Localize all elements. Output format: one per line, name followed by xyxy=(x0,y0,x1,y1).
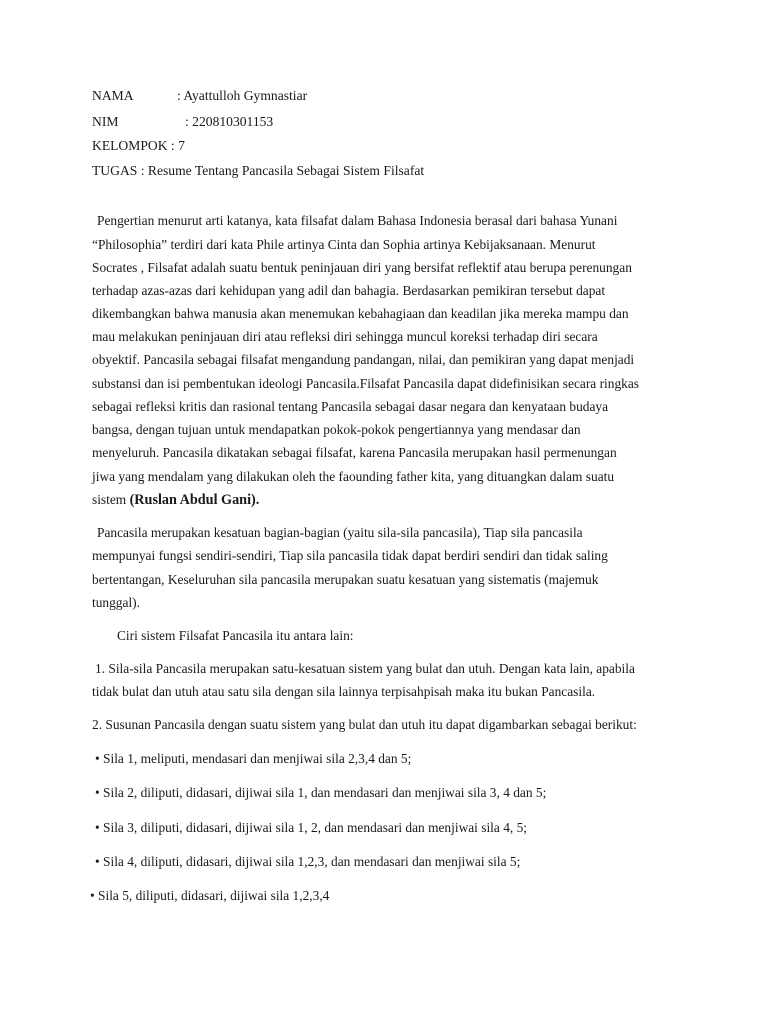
paragraph-1-line: mau melakukan peninjauan diri atau refleksi diri sehingga muncul koreksi terhadap diri secara xyxy=(92,329,598,344)
paragraph-1-last-prefix: sistem xyxy=(92,492,130,507)
paragraph-2-line: bertentangan, Keseluruhan sila pancasila merupakan suatu kesatuan yang sistematis (majemuk xyxy=(92,572,599,587)
point-2-line: 2. Susunan Pancasila dengan suatu sistem yang bulat dan utuh itu dapat digambarkan sebagai berikut: xyxy=(92,717,637,732)
kelompok-line: KELOMPOK : 7 xyxy=(92,138,185,153)
nama-label: NAMA xyxy=(92,88,134,103)
bullet-sila-2: • Sila 2, diliputi, didasari, dijiwai sila 1, dan mendasari dan menjiwai sila 3, 4 dan 5; xyxy=(95,785,547,800)
bullet-sila-3: • Sila 3, diliputi, didasari, dijiwai sila 1, 2, dan mendasari dan menjiwai sila 4, 5; xyxy=(95,820,527,835)
bullet-sila-5: • Sila 5, diliputi, didasari, dijiwai sila 1,2,3,4 xyxy=(90,888,330,903)
paragraph-1-line: Pengertian menurut arti katanya, kata filsafat dalam Bahasa Indonesia berasal dari bahasa Yunani xyxy=(97,213,618,228)
paragraph-1-line: sebagai refleksi kritis dan rasional tentang Pancasila sebagai dasar negara dan kenyataan budaya xyxy=(92,399,609,414)
paragraph-1-line: jiwa yang mendalam yang dilakukan oleh the faounding father kita, yang dituangkan dalam suatu xyxy=(92,469,615,484)
paragraph-1-line: menyeluruh. Pancasila dikatakan sebagai filsafat, karena Pancasila merupakan hasil permenungan xyxy=(92,445,617,460)
bullet-sila-1: • Sila 1, meliputi, mendasari dan menjiwai sila 2,3,4 dan 5; xyxy=(95,751,412,766)
bullet-sila-4: • Sila 4, diliputi, didasari, dijiwai sila 1,2,3, dan mendasari dan menjiwai sila 5; xyxy=(95,854,521,869)
nim-value: : 220810301153 xyxy=(185,114,274,129)
tugas-line: TUGAS : Resume Tentang Pancasila Sebagai Sistem Filsafat xyxy=(92,163,425,178)
citation-ruslan-abdul-gani: (Ruslan Abdul Gani). xyxy=(129,492,260,508)
paragraph-1-line: bangsa, dengan tujuan untuk mendapatkan pokok-pokok pengertiannya yang mendasar dan xyxy=(92,422,581,437)
paragraph-1-last-line xyxy=(92,492,259,508)
paragraph-2-line: Pancasila merupakan kesatuan bagian-bagian (yaitu sila-sila pancasila), Tiap sila pancasila xyxy=(97,525,583,540)
paragraph-1-line: obyektif. Pancasila sebagai filsafat mengandung pandangan, nilai, dan pemikiran yang dapat menjadi xyxy=(92,352,635,367)
point-1-line: tidak bulat dan utuh atau satu sila dengan sila lainnya terpisahpisah maka itu bukan Pancasila. xyxy=(92,684,596,699)
paragraph-1-line: substansi dan isi pembentukan ideologi Pancasila.Filsafat Pancasila dapat didefinisikan secara ringkas xyxy=(92,376,640,391)
paragraph-2-line: tunggal). xyxy=(92,595,140,610)
point-1-line: 1. Sila-sila Pancasila merupakan satu-kesatuan sistem yang bulat dan utuh. Dengan kata lain, apabila xyxy=(95,661,635,676)
nim-label: NIM xyxy=(92,114,119,129)
nama-value: : Ayattulloh Gymnastiar xyxy=(177,88,308,103)
paragraph-2-line: mempunyai fungsi sendiri-sendiri, Tiap sila pancasila tidak dapat berdiri sendiri dan tidak saling xyxy=(92,548,608,563)
paragraph-1-line: terhadap azas-azas dari kehidupan yang adil dan bahagia. Berdasarkan pemikiran tersebut dapat xyxy=(92,283,606,298)
paragraph-1-line: “Philosophia” terdiri dari kata Phile artinya Cinta dan Sophia artinya Kebijaksanaan. Menurut xyxy=(92,237,596,252)
paragraph-1-line: dikembangkan bahwa manusia akan menemukan kebahagiaan dan keadilan jika mereka mampu dan xyxy=(92,306,629,321)
paragraph-1-line: Socrates , Filsafat adalah suatu bentuk peninjauan diri yang bersifat reflektif atau berupa perenungan xyxy=(92,260,632,275)
ciri-intro: Ciri sistem Filsafat Pancasila itu antara lain: xyxy=(117,628,354,643)
